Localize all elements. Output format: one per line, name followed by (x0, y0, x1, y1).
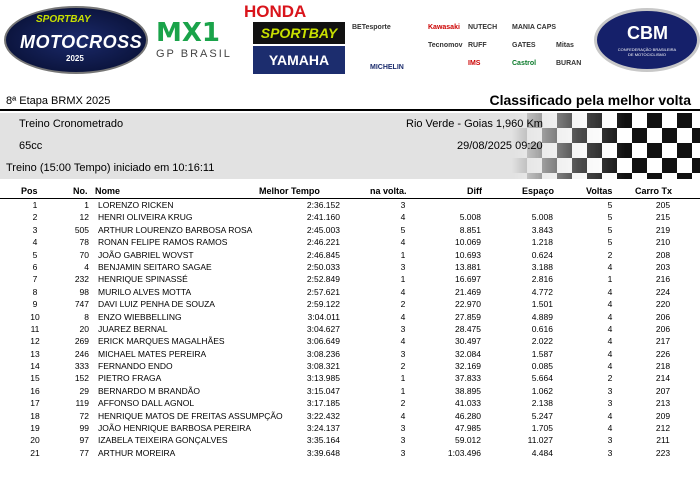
cell-pos: 1 (32, 200, 38, 210)
cell-number: 98 (79, 286, 89, 297)
cell-diff: 5.008 (459, 212, 481, 223)
table-row (0, 274, 700, 286)
cell-laps: 3 (607, 398, 613, 409)
sportbay-logo: SPORTBAY (253, 22, 345, 44)
table-header (0, 186, 700, 198)
cell-diff: 28.475 (455, 323, 481, 334)
column-header-carro: Carro Tx (635, 186, 673, 196)
event-stage: 8ª Etapa BRMX 2025 (6, 95, 111, 107)
cell-laps: 5 (607, 224, 613, 235)
category-name: 65cc (19, 140, 43, 152)
cell-carro: 214 (655, 373, 671, 384)
cell-lap: 2 (400, 398, 406, 409)
results-table (0, 200, 700, 460)
cell-carro: 217 (655, 336, 671, 347)
cell-pos: 17 (30, 398, 40, 409)
table-row (0, 349, 700, 361)
cell-space: 5.247 (531, 410, 553, 421)
cell-best-time: 3:39.648 (306, 447, 340, 458)
cell-laps: 5 (607, 237, 613, 248)
cell-carro: 210 (655, 237, 671, 248)
cell-lap: 3 (400, 200, 406, 210)
cell-best-time: 3:15.047 (306, 385, 340, 396)
track-location: Rio Verde - Goias 1,960 Km (406, 118, 543, 130)
cell-carro: 218 (655, 361, 671, 372)
cell-name: AFFONSO DALL AGNOL (98, 398, 195, 409)
column-header-best-time: Melhor Tempo (259, 186, 320, 196)
cell-carro: 213 (655, 398, 671, 409)
cell-space: 4.484 (531, 447, 553, 458)
cell-best-time: 3:04.011 (307, 311, 340, 322)
cell-laps: 4 (607, 410, 613, 421)
cell-best-time: 2:46.845 (306, 249, 340, 260)
table-row (0, 398, 700, 410)
table-row (0, 250, 700, 262)
cell-lap: 1 (400, 249, 406, 260)
table-row (0, 423, 700, 435)
cell-best-time: 2:52.849 (306, 274, 340, 285)
cell-best-time: 3:06.649 (306, 336, 340, 347)
yamaha-logo: YAMAHA (253, 46, 345, 74)
cell-best-time: 3:35.164 (306, 435, 340, 446)
cell-carro: 205 (655, 200, 671, 210)
sponsor-logo: RUFF (468, 42, 487, 49)
cell-carro: 207 (655, 385, 671, 396)
cell-pos: 8 (32, 286, 38, 297)
cell-name: MURILO ALVES MOTTA (98, 286, 192, 297)
sponsor-logo: Tecnomov (428, 42, 463, 49)
table-row (0, 237, 700, 249)
cell-carro: 206 (655, 323, 671, 334)
cell-diff: 1:03.496 (447, 447, 481, 458)
table-row (0, 411, 700, 423)
cell-number: 747 (74, 299, 89, 310)
cell-laps: 4 (607, 323, 613, 334)
sponsor-logo: Castrol (512, 60, 537, 67)
cell-best-time: 2:46.221 (306, 237, 340, 248)
cell-laps: 4 (607, 286, 613, 297)
cell-name: IZABELA TEIXEIRA GONÇALVES (98, 435, 228, 446)
honda-logo: HONDA (244, 2, 307, 21)
cell-carro: 209 (655, 410, 671, 421)
mx1-logo-sub: GP BRASIL (156, 48, 232, 60)
cell-carro: 203 (655, 261, 671, 272)
cell-carro: 223 (655, 447, 671, 458)
cell-pos: 7 (32, 274, 38, 285)
cell-best-time: 3:22.432 (306, 410, 340, 421)
cell-carro: 206 (655, 311, 671, 322)
mx1-logo (156, 18, 244, 64)
cell-number: 246 (74, 348, 89, 359)
cell-space: 4.772 (531, 286, 553, 297)
cell-best-time: 2:36.152 (306, 200, 340, 210)
table-row (0, 312, 700, 324)
cell-lap: 4 (400, 311, 406, 322)
cell-diff: 59.012 (455, 435, 481, 446)
cell-diff: 38.895 (455, 385, 481, 396)
motocross-logo-top: SPORTBAY (36, 14, 91, 25)
session-info-panel (0, 113, 700, 179)
cell-name: MICHAEL MATES PEREIRA (98, 348, 207, 359)
cell-name: HENRIQUE MATOS DE FREITAS ASSUMPÇÃO (98, 410, 283, 421)
cell-space: 5.008 (531, 212, 553, 223)
cell-space: 1.062 (531, 385, 553, 396)
cell-name: BENJAMIN SEITARO SAGAE (98, 261, 212, 272)
cell-space: 5.664 (531, 373, 553, 384)
cell-number: 29 (79, 385, 89, 396)
cell-name: RONAN FELIPE RAMOS RAMOS (98, 237, 228, 248)
sponsor-logo: IMS (468, 60, 481, 67)
cell-name: LORENZO RICKEN (98, 200, 174, 210)
cell-name: JOÃO HENRIQUE BARBOSA PEREIRA (98, 423, 252, 434)
cell-number: 72 (79, 410, 89, 421)
column-header-lap: na volta. (370, 186, 407, 196)
cell-best-time: 3:13.985 (306, 373, 340, 384)
session-datetime: 29/08/2025 09:20 (457, 140, 543, 152)
cell-pos: 5 (32, 249, 38, 260)
cell-pos: 6 (32, 261, 38, 272)
cell-number: 505 (74, 224, 89, 235)
cell-laps: 4 (607, 299, 613, 310)
cell-number: 20 (79, 323, 89, 334)
table-row (0, 361, 700, 373)
divider (0, 109, 700, 111)
cell-laps: 3 (607, 385, 613, 396)
cell-best-time: 3:08.236 (306, 348, 340, 359)
sponsor-logo: MICHELIN (370, 64, 404, 71)
cell-laps: 5 (607, 212, 613, 223)
cell-space: 0.616 (531, 323, 553, 334)
cell-number: 152 (74, 373, 89, 384)
sponsor-logo: NUTECH (468, 24, 498, 31)
cell-diff: 46.280 (455, 410, 481, 421)
cell-diff: 10.069 (455, 237, 481, 248)
cell-carro: 224 (655, 286, 671, 297)
cell-pos: 9 (32, 299, 38, 310)
cell-diff: 21.469 (455, 286, 481, 297)
cell-carro: 211 (656, 435, 670, 446)
cell-name: ARTHUR MOREIRA (98, 447, 176, 458)
cell-number: 97 (79, 435, 89, 446)
cell-number: 1 (84, 200, 89, 210)
cbm-logo-sub: CONFEDERAÇÃO BRASILEIRA DE MOTOCICLISMO (617, 47, 677, 57)
cell-lap: 1 (400, 373, 406, 384)
cell-number: 78 (79, 237, 89, 248)
sponsor-logo: BETesporte (352, 24, 391, 31)
cell-diff: 41.033 (455, 398, 481, 409)
session-name: Treino Cronometrado (19, 118, 124, 130)
cell-name: ERICK MARQUES MAGALHÃES (98, 336, 225, 347)
session-start: Treino (15:00 Tempo) iniciado em 10:16:11 (6, 162, 215, 174)
table-row (0, 336, 700, 348)
cell-best-time: 3:04.627 (306, 323, 340, 334)
cell-space: 2.138 (531, 398, 553, 409)
cell-carro: 208 (655, 249, 671, 260)
cell-diff: 8.851 (459, 224, 481, 235)
table-row (0, 262, 700, 274)
cell-space: 0.085 (531, 361, 553, 372)
cell-lap: 3 (400, 323, 406, 334)
cell-pos: 10 (30, 311, 40, 322)
cell-laps: 4 (607, 311, 613, 322)
cell-pos: 14 (30, 361, 40, 372)
table-row (0, 448, 700, 460)
cell-name: HENRI OLIVEIRA KRUG (98, 212, 193, 223)
cell-number: 77 (79, 447, 89, 458)
cell-diff: 13.881 (455, 261, 481, 272)
cell-diff: 10.693 (455, 249, 481, 260)
cell-laps: 5 (607, 200, 613, 210)
cell-diff: 32.084 (455, 348, 481, 359)
sponsor-banner (0, 0, 700, 80)
cbm-logo (594, 8, 700, 72)
cell-pos: 11 (30, 323, 40, 334)
cell-carro: 215 (655, 212, 671, 223)
cell-lap: 3 (400, 348, 406, 359)
cell-number: 70 (79, 249, 89, 260)
cell-best-time: 2:41.160 (306, 212, 340, 223)
cell-lap: 3 (400, 423, 406, 434)
cell-name: BERNARDO M BRANDÃO (98, 385, 201, 396)
divider (0, 198, 700, 199)
motocross-logo-title: MOTOCROSS (20, 32, 143, 52)
table-row (0, 212, 700, 224)
cell-space: 1.587 (531, 348, 553, 359)
cell-lap: 4 (400, 237, 406, 248)
cell-space: 1.218 (531, 237, 553, 248)
cell-lap: 3 (400, 261, 406, 272)
cell-laps: 4 (607, 261, 613, 272)
sponsor-logo: Mitas (556, 42, 574, 49)
mx1-logo-text: MX1 (156, 18, 221, 48)
cbm-logo-text: CBM (627, 23, 668, 43)
cell-pos: 19 (30, 423, 40, 434)
cell-lap: 2 (400, 361, 406, 372)
cell-best-time: 2:59.122 (306, 299, 340, 310)
cell-diff: 16.697 (455, 274, 481, 285)
cell-laps: 4 (607, 336, 613, 347)
cell-name: ARTHUR LOURENZO BARBOSA ROSA (98, 224, 253, 235)
cell-space: 11.027 (527, 435, 553, 446)
cell-name: FERNANDO ENDO (98, 361, 173, 372)
cell-number: 4 (84, 261, 89, 272)
cell-pos: 3 (32, 224, 38, 235)
cell-name: JUAREZ BERNAL (98, 323, 168, 334)
column-header-no: No. (73, 186, 88, 196)
cell-pos: 12 (30, 336, 40, 347)
cell-laps: 2 (607, 249, 613, 260)
cell-space: 3.188 (531, 261, 553, 272)
cell-lap: 4 (400, 336, 406, 347)
sponsor-logo: BURAN (556, 60, 582, 67)
cell-space: 2.816 (531, 274, 553, 285)
column-header-diff: Diff (467, 186, 482, 196)
cell-pos: 16 (30, 385, 40, 396)
cell-space: 0.624 (531, 249, 553, 260)
cell-number: 232 (74, 274, 89, 285)
cell-number: 8 (84, 311, 89, 322)
sponsor-logo: GATES (512, 42, 536, 49)
table-row (0, 287, 700, 299)
cell-pos: 4 (32, 237, 38, 248)
table-row (0, 386, 700, 398)
cell-number: 119 (75, 398, 89, 409)
cell-diff: 32.169 (455, 361, 481, 372)
motocross-logo (4, 6, 148, 74)
page-title: Classificado pela melhor volta (489, 92, 691, 108)
cell-space: 3.843 (531, 224, 553, 235)
cell-laps: 4 (607, 361, 613, 372)
cell-best-time: 2:45.003 (306, 224, 340, 235)
cell-best-time: 2:50.033 (306, 261, 340, 272)
cell-carro: 216 (655, 274, 671, 285)
cell-number: 269 (74, 336, 89, 347)
table-row (0, 324, 700, 336)
cell-laps: 2 (607, 373, 613, 384)
cell-pos: 2 (32, 212, 38, 223)
cell-laps: 3 (607, 435, 613, 446)
cell-lap: 5 (400, 224, 406, 235)
motocross-logo-year: 2025 (66, 54, 84, 63)
cell-diff: 37.833 (455, 373, 481, 384)
cell-number: 99 (79, 423, 89, 434)
cell-carro: 226 (655, 348, 671, 359)
cell-number: 333 (74, 361, 89, 372)
cell-name: PIETRO FRAGA (98, 373, 162, 384)
cell-number: 12 (79, 212, 89, 223)
cell-best-time: 3:17.185 (306, 398, 340, 409)
cell-lap: 3 (400, 435, 406, 446)
cell-space: 4.889 (531, 311, 553, 322)
table-row (0, 299, 700, 311)
cell-laps: 4 (607, 423, 613, 434)
cell-pos: 13 (30, 348, 40, 359)
sponsor-logo: Kawasaki (428, 24, 460, 31)
cell-best-time: 2:57.621 (306, 286, 340, 297)
cell-best-time: 3:24.137 (306, 423, 340, 434)
cell-pos: 20 (30, 435, 40, 446)
column-header-name: Nome (95, 186, 121, 196)
cell-diff: 27.859 (455, 311, 481, 322)
cell-lap: 4 (400, 410, 406, 421)
cell-carro: 212 (655, 423, 671, 434)
cell-laps: 4 (607, 348, 613, 359)
cell-space: 2.022 (531, 336, 553, 347)
cell-space: 1.705 (531, 423, 553, 434)
cell-name: JOÃO GABRIEL WOVST (98, 249, 194, 260)
cell-laps: 3 (607, 447, 613, 458)
cell-diff: 30.497 (455, 336, 481, 347)
cell-lap: 4 (400, 286, 406, 297)
sponsor-logo: MANIA CAPS (512, 24, 557, 31)
cell-diff: 47.985 (455, 423, 481, 434)
cell-lap: 3 (400, 447, 406, 458)
table-row (0, 435, 700, 447)
cell-laps: 1 (607, 274, 613, 285)
cell-carro: 219 (655, 224, 671, 235)
column-header-laps: Voltas (586, 186, 613, 196)
column-header-space: Espaço (522, 186, 555, 196)
cell-lap: 1 (400, 385, 406, 396)
cell-diff: 22.970 (455, 299, 481, 310)
cell-carro: 220 (655, 299, 671, 310)
cell-name: HENRIQUE SPINASSÉ (98, 274, 188, 285)
cell-pos: 21 (30, 447, 40, 458)
cell-name: DAVI LUIZ PENHA DE SOUZA (98, 299, 215, 310)
cell-pos: 18 (30, 410, 40, 421)
cell-lap: 4 (400, 212, 406, 223)
cell-lap: 1 (400, 274, 406, 285)
cell-best-time: 3:08.321 (306, 361, 340, 372)
cell-lap: 2 (400, 299, 406, 310)
cell-pos: 15 (30, 373, 40, 384)
table-row (0, 373, 700, 385)
table-row (0, 225, 700, 237)
column-header-pos: Pos (21, 186, 38, 196)
table-row (0, 200, 700, 212)
cell-space: 1.501 (531, 299, 553, 310)
cell-name: ENZO WIEBBELLING (98, 311, 182, 322)
